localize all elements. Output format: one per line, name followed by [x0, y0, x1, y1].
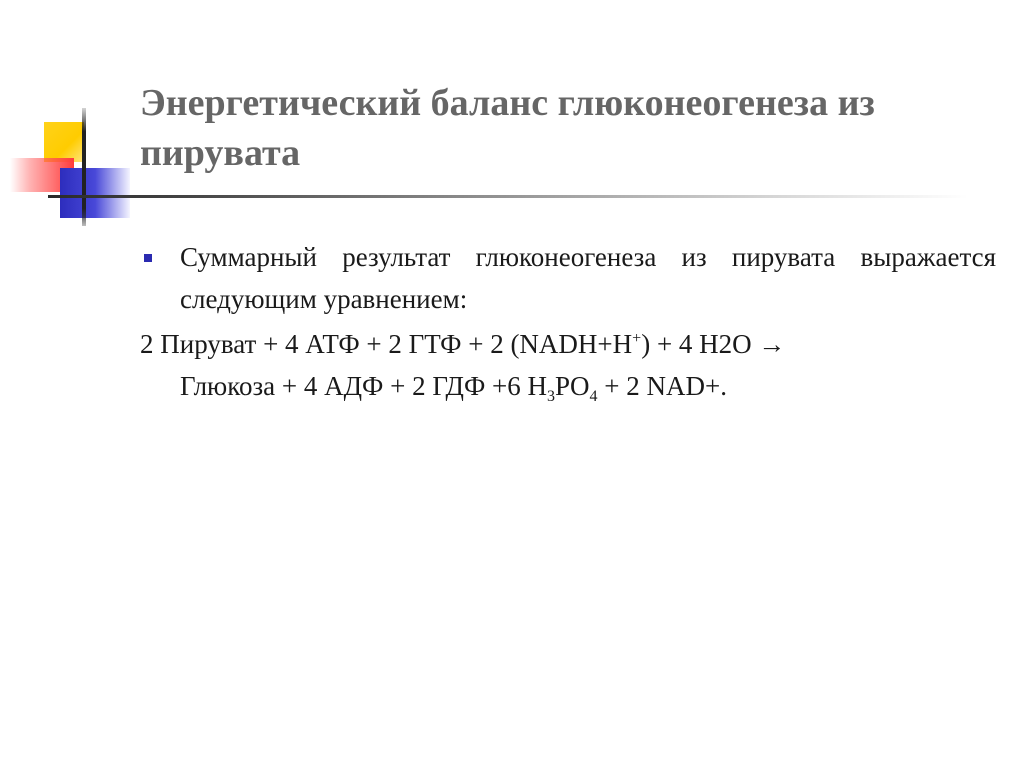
bullet-text: Суммарный результат глюконеогенеза из пирувата выражается следующим уравнением: — [180, 242, 996, 314]
corner-logo-icon — [0, 0, 140, 240]
subscript-3: 3 — [547, 388, 556, 405]
bullet-item — [140, 236, 996, 320]
slide-title: Энергетический баланс глюконеогенеза из пирувата — [140, 82, 875, 174]
vertical-line — [82, 108, 86, 226]
subscript-4: 4 — [589, 388, 598, 405]
reaction-equation — [140, 323, 1000, 407]
title-underline — [48, 195, 968, 198]
square-bullet-icon — [144, 254, 152, 262]
equation-products-po: PO — [555, 371, 590, 401]
equation-products: Глюкоза + 4 АДФ + 2 ГДФ +6 H — [180, 371, 548, 401]
equation-line-2 — [140, 365, 1000, 407]
blue-square — [60, 168, 130, 218]
yellow-square — [44, 122, 84, 162]
equation-line-1 — [140, 323, 1000, 365]
equation-reactants-end: ) + 4 H2O → — [641, 329, 786, 359]
equation-products-end: + 2 NAD+. — [597, 371, 727, 401]
equation-reactants: 2 Пируват + 4 АТФ + 2 ГТФ + 2 (NADH+H — [140, 329, 633, 359]
proton-charge-superscript: + — [632, 330, 642, 347]
